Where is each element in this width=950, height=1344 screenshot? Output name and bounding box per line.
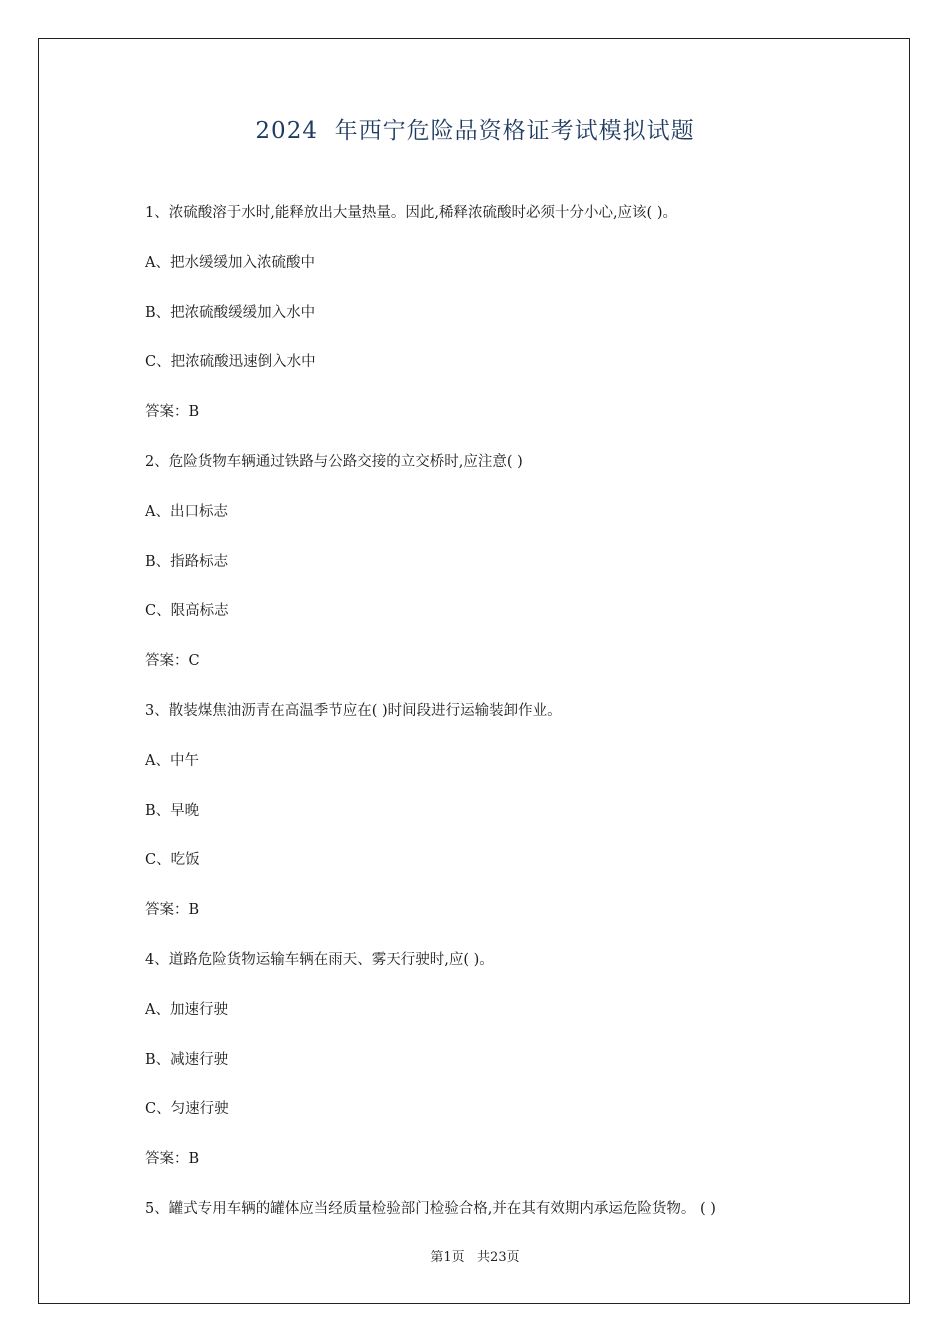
question-4-option-c: C、匀速行驶	[145, 1101, 229, 1118]
question-1-option-a: A、把水缓缓加入浓硫酸中	[145, 254, 315, 271]
page-title: 2024 年西宁危险品资格证考试模拟试题	[255, 118, 695, 144]
question-1-option-c: C、把浓硫酸迅速倒入水中	[145, 354, 316, 371]
question-list	[145, 200, 845, 1246]
question-3-answer: 答案：B	[145, 902, 200, 919]
question-3-text: 3、散装煤焦油沥青在高温季节应在( )时间段进行运输装卸作业。	[145, 702, 562, 719]
question-2-option-b: B、指路标志	[145, 553, 229, 570]
question-1-text: 1、浓硫酸溶于水时,能释放出大量热量。因此,稀释浓硫酸时必须十分小心,应该( )。	[145, 205, 677, 221]
question-4-text: 4、道路危险货物运输车辆在雨天、雾天行驶时,应( )。	[145, 951, 494, 968]
question-1-answer: 答案：B	[145, 404, 200, 421]
question-3-option-b: B、早晚	[145, 802, 200, 819]
question-2-text: 2、危险货物车辆通过铁路与公路交接的立交桥时,应注意( )	[145, 453, 523, 470]
question-4-option-a: A、加速行驶	[145, 1001, 228, 1018]
question-2-option-a: A、出口标志	[145, 503, 228, 520]
question-3-option-a: A、中午	[145, 752, 199, 769]
question-2-option-c: C、限高标志	[145, 603, 229, 620]
question-1-option-b: B、把浓硫酸缓缓加入水中	[145, 304, 316, 321]
question-4-option-b: B、减速行驶	[145, 1051, 229, 1068]
question-3-option-c: C、吃饭	[145, 852, 200, 869]
page-footer: 第1页 共23页	[430, 1250, 520, 1265]
question-5-text: 5、罐式专用车辆的罐体应当经质量检验部门检验合格,并在其有效期内承运危险货物。 ( )	[145, 1200, 716, 1217]
question-4-answer: 答案：B	[145, 1151, 200, 1168]
question-2-answer: 答案：C	[145, 653, 200, 670]
